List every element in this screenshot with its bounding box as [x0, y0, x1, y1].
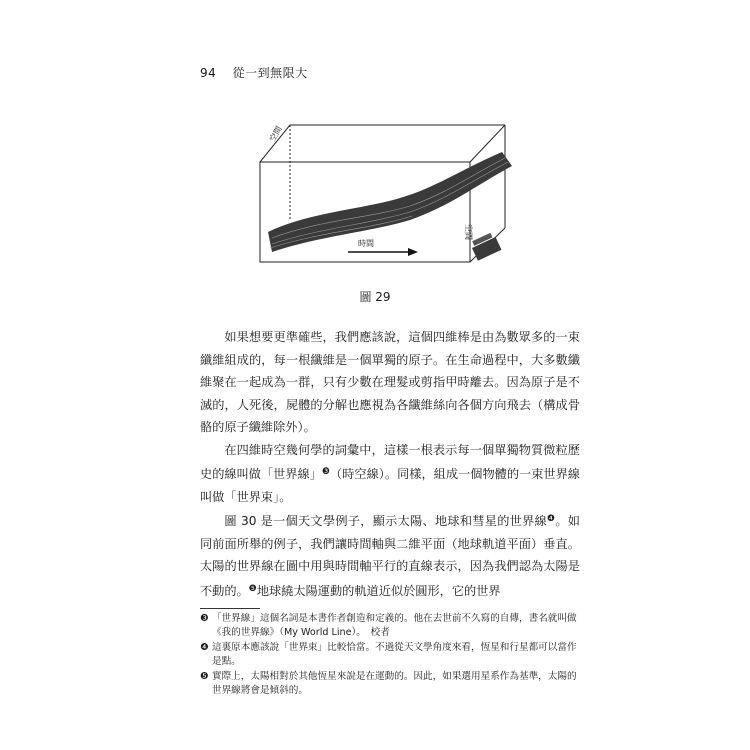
- world-line-figure: [250, 120, 530, 280]
- paragraph: [200, 439, 580, 509]
- book-title: 從一到無限大: [232, 66, 308, 80]
- paragraph-text: 如果想要更準確些，我們應該說，這個四維棒是由為數眾多的一束纖維組成的，每一根纖維是一個單獨的原子。在生命過程中，大多數纖維聚在一起成為一群，只有少數在理髮或剪指甲時離去。因為原子是不滅的，人死後，屍體的分解也應視為各纖維絲向各個方向飛去（構成骨骼的原子纖維除外）。: [200, 330, 580, 434]
- footnote-ref[interactable]: ❹: [547, 514, 556, 524]
- world-bundle-shape: [268, 152, 512, 252]
- footnote-text: 實際上，太陽相對於其他恆星來說是在運動的。因此，如果選用星系作為基準，太陽的世界線將會是傾斜的。: [212, 671, 577, 696]
- paragraph: [200, 326, 580, 439]
- footnote: [200, 612, 580, 640]
- footnotes: [200, 612, 580, 699]
- footnote-ref[interactable]: ❺: [248, 583, 257, 594]
- footnote-ref[interactable]: ❸: [321, 467, 331, 477]
- figure-caption: 圖 29: [359, 290, 391, 304]
- footnote-marker: ❸: [200, 613, 209, 624]
- footnote-text: 「世界線」這個名詞是本書作者創造和定義的。他在去世前不久寫的自傳，書名就叫做《我的世界線》（My World Line）。 校者: [212, 613, 577, 638]
- footnote-marker: ❺: [200, 671, 209, 682]
- body-text: [200, 326, 580, 602]
- footnote-divider: [200, 608, 260, 609]
- label-time: 時間: [358, 239, 374, 248]
- label-space-top: 空間: [267, 124, 284, 143]
- paragraph-text: 。如同前面所舉的例子，我們讓時間軸與二維平面（地球軌道平面）垂直。太陽的世界線在圖中用與時間軸平行的直線表示，因為我們認為太陽是不動的。: [200, 514, 580, 598]
- footnote-text: 這裏原本應該說「世界束」比較恰當。不過從天文學角度來看，恆星和行星都可以當作是點。: [212, 642, 577, 667]
- paragraph-text: （時空線）。同樣，組成一個物體的一束世界線叫做「世界束」。: [200, 467, 580, 504]
- page-number: 94: [200, 66, 217, 80]
- paragraph-text: 在四維時空幾何學的詞彙中，這樣一根表示每一個單獨物質微粒歷史的線叫做「世界線」: [200, 442, 580, 481]
- paragraph-text: 圖 30 是一個天文學例子，顯示太陽、地球和彗星的世界線: [224, 514, 548, 528]
- label-space-side: 空間: [464, 224, 473, 240]
- footnote-marker: ❹: [200, 642, 209, 653]
- running-header: [200, 64, 308, 81]
- time-arrow-head: [408, 248, 418, 256]
- footnote: [200, 670, 580, 698]
- paragraph-text: 地球繞太陽運動的軌道近似於圓形，它的世界: [256, 583, 501, 598]
- footnote: [200, 641, 580, 669]
- paragraph: [200, 508, 580, 602]
